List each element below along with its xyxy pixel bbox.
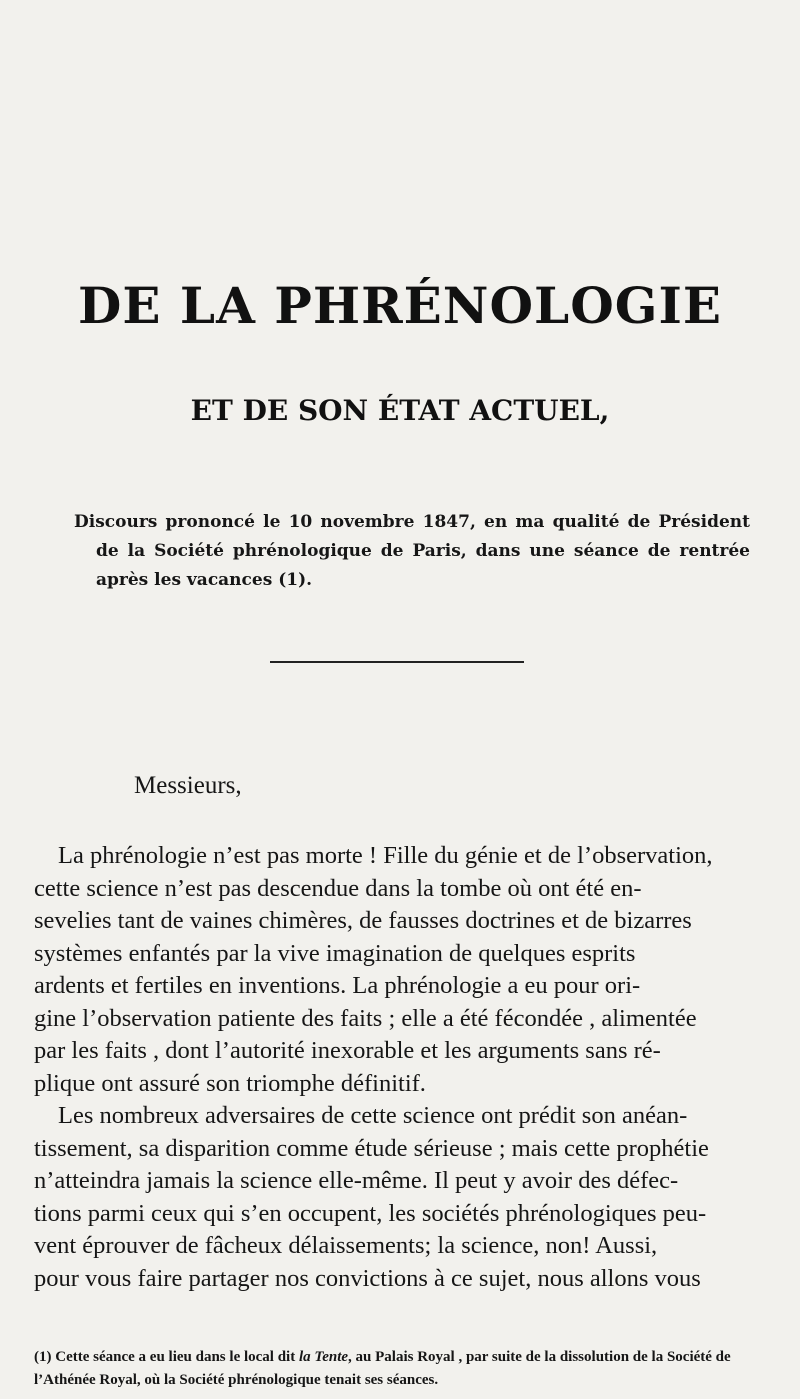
page-subtitle: ET DE SON ÉTAT ACTUEL, [190,394,610,427]
body-text [34,840,764,1295]
body-line: tions parmi ceux qui s’en occupent, les sociétés phrénologiques peu- [34,1199,707,1227]
body-line: Les nombreux adversaires de cette science ont prédit son anéan- [58,1102,688,1129]
footnote-italic: la Tente [298,1349,349,1365]
footnote [34,1346,774,1392]
footnote-marker: (1) [34,1349,52,1365]
body-line: pour vous faire partager nos convictions à ce sujet, nous allons vous [34,1264,701,1292]
salutation: Messieurs, [134,772,242,799]
body-line: tissement, sa disparition comme étude sérieuse ; mais cette prophétie [34,1134,709,1162]
body-line: vent éprouver de fâcheux délaissements; la science, non! Aussi, [34,1232,658,1259]
body-line: n’atteindra jamais la science elle-même. Il peut y avoir des défec- [34,1167,679,1194]
section-divider [270,661,524,663]
speech-note: Discours prononcé le 10 novembre 1847, en ma qualité de Président de la Société phrénologique de Paris, dans une séance de rentrée après les vacances (1). [74,512,750,590]
page-title: DE LA PHRÉNOLOGIE [78,276,722,335]
body-line: plique ont assuré son triomphe définitif. [34,1069,426,1097]
body-line: sevelies tant de vaines chimères, de fausses doctrines et de bizarres [34,907,692,934]
footnote-text-after: , au Palais Royal , par suite de la dissolution de la Société de l’Athénée Royal, où la Société phrénologique tenait ses séances. [34,1349,731,1388]
body-line: La phrénologie n’est pas morte ! Fille du génie et de l’observation, [58,842,713,869]
footnote-text: Cette séance a eu lieu dans le local dit [55,1349,296,1365]
body-line: cette science n’est pas descendue dans la tombe où ont été en- [34,874,642,902]
body-line: ardents et fertiles en inventions. La phrénologie a eu pour ori- [34,972,641,999]
body-line: gine l’observation patiente des faits ; elle a été fécondée , alimentée [34,1004,697,1032]
body-line: par les faits , dont l’autorité inexorable et les arguments sans ré- [34,1037,661,1064]
body-line: systèmes enfantés par la vive imagination de quelques esprits [34,939,636,967]
